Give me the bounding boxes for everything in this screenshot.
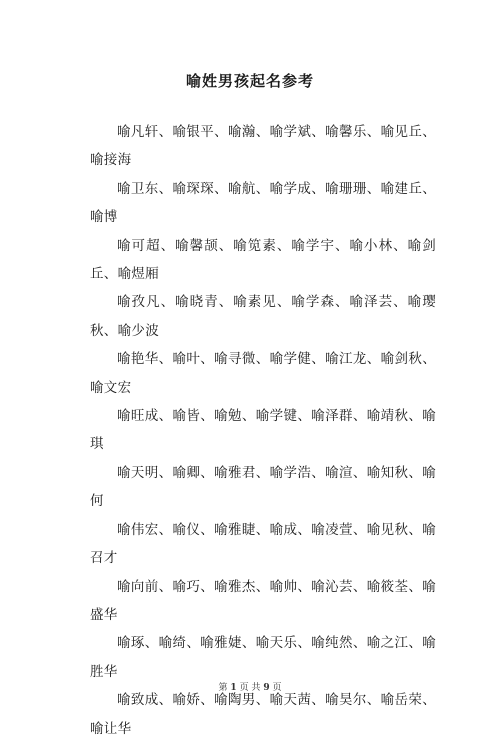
footer-page-number: 1 xyxy=(230,683,237,693)
document-body xyxy=(90,118,436,743)
footer-prefix: 第 xyxy=(218,683,228,693)
name-paragraph: 喻卫东、喻琛琛、喻航、喻学成、喻珊珊、喻建丘、喻博 xyxy=(90,180,436,226)
name-paragraph: 喻凡轩、喻银平、喻瀚、喻学斌、喻馨乐、喻见丘、喻接海 xyxy=(90,124,436,169)
name-paragraph: 喻孜凡、喻晓青、喻素见、喻学森、喻泽芸、喻璎秋、喻少波 xyxy=(90,294,436,339)
name-paragraph: 喻向前、喻巧、喻雅杰、喻帅、喻沁芸、喻筱荃、喻盛华 xyxy=(90,578,436,623)
footer-middle: 页 共 xyxy=(239,683,261,693)
footer-suffix: 页 xyxy=(272,683,282,693)
name-paragraph: 喻琢、喻绮、喻雅婕、喻天乐、喻纯然、喻之江、喻胜华 xyxy=(90,635,436,680)
name-paragraph: 喻艳华、喻叶、喻寻微、喻学健、喻江龙、喻剑秋、喻文宏 xyxy=(90,351,436,396)
page-footer xyxy=(0,680,500,693)
name-paragraph: 喻伟宏、喻仪、喻雅睫、喻成、喻凌萱、喻见秋、喻召才 xyxy=(90,521,436,567)
name-paragraph: 喻致成、喻娇、喻陶男、喻天茜、喻昊尔、喻岳荣、喻让华 xyxy=(90,692,436,737)
footer-total-pages: 9 xyxy=(263,683,270,693)
name-paragraph: 喻旺成、喻皆、喻勉、喻学键、喻泽群、喻靖秋、喻琪 xyxy=(90,408,436,453)
document-title: 喻姓男孩起名参考 xyxy=(185,72,314,90)
name-paragraph: 喻可超、喻馨颉、喻笕素、喻学宇、喻小林、喻剑丘、喻煜厢 xyxy=(90,237,436,283)
name-paragraph: 喻天明、喻卿、喻雅君、喻学浩、喻渲、喻知秋、喻何 xyxy=(90,464,436,510)
